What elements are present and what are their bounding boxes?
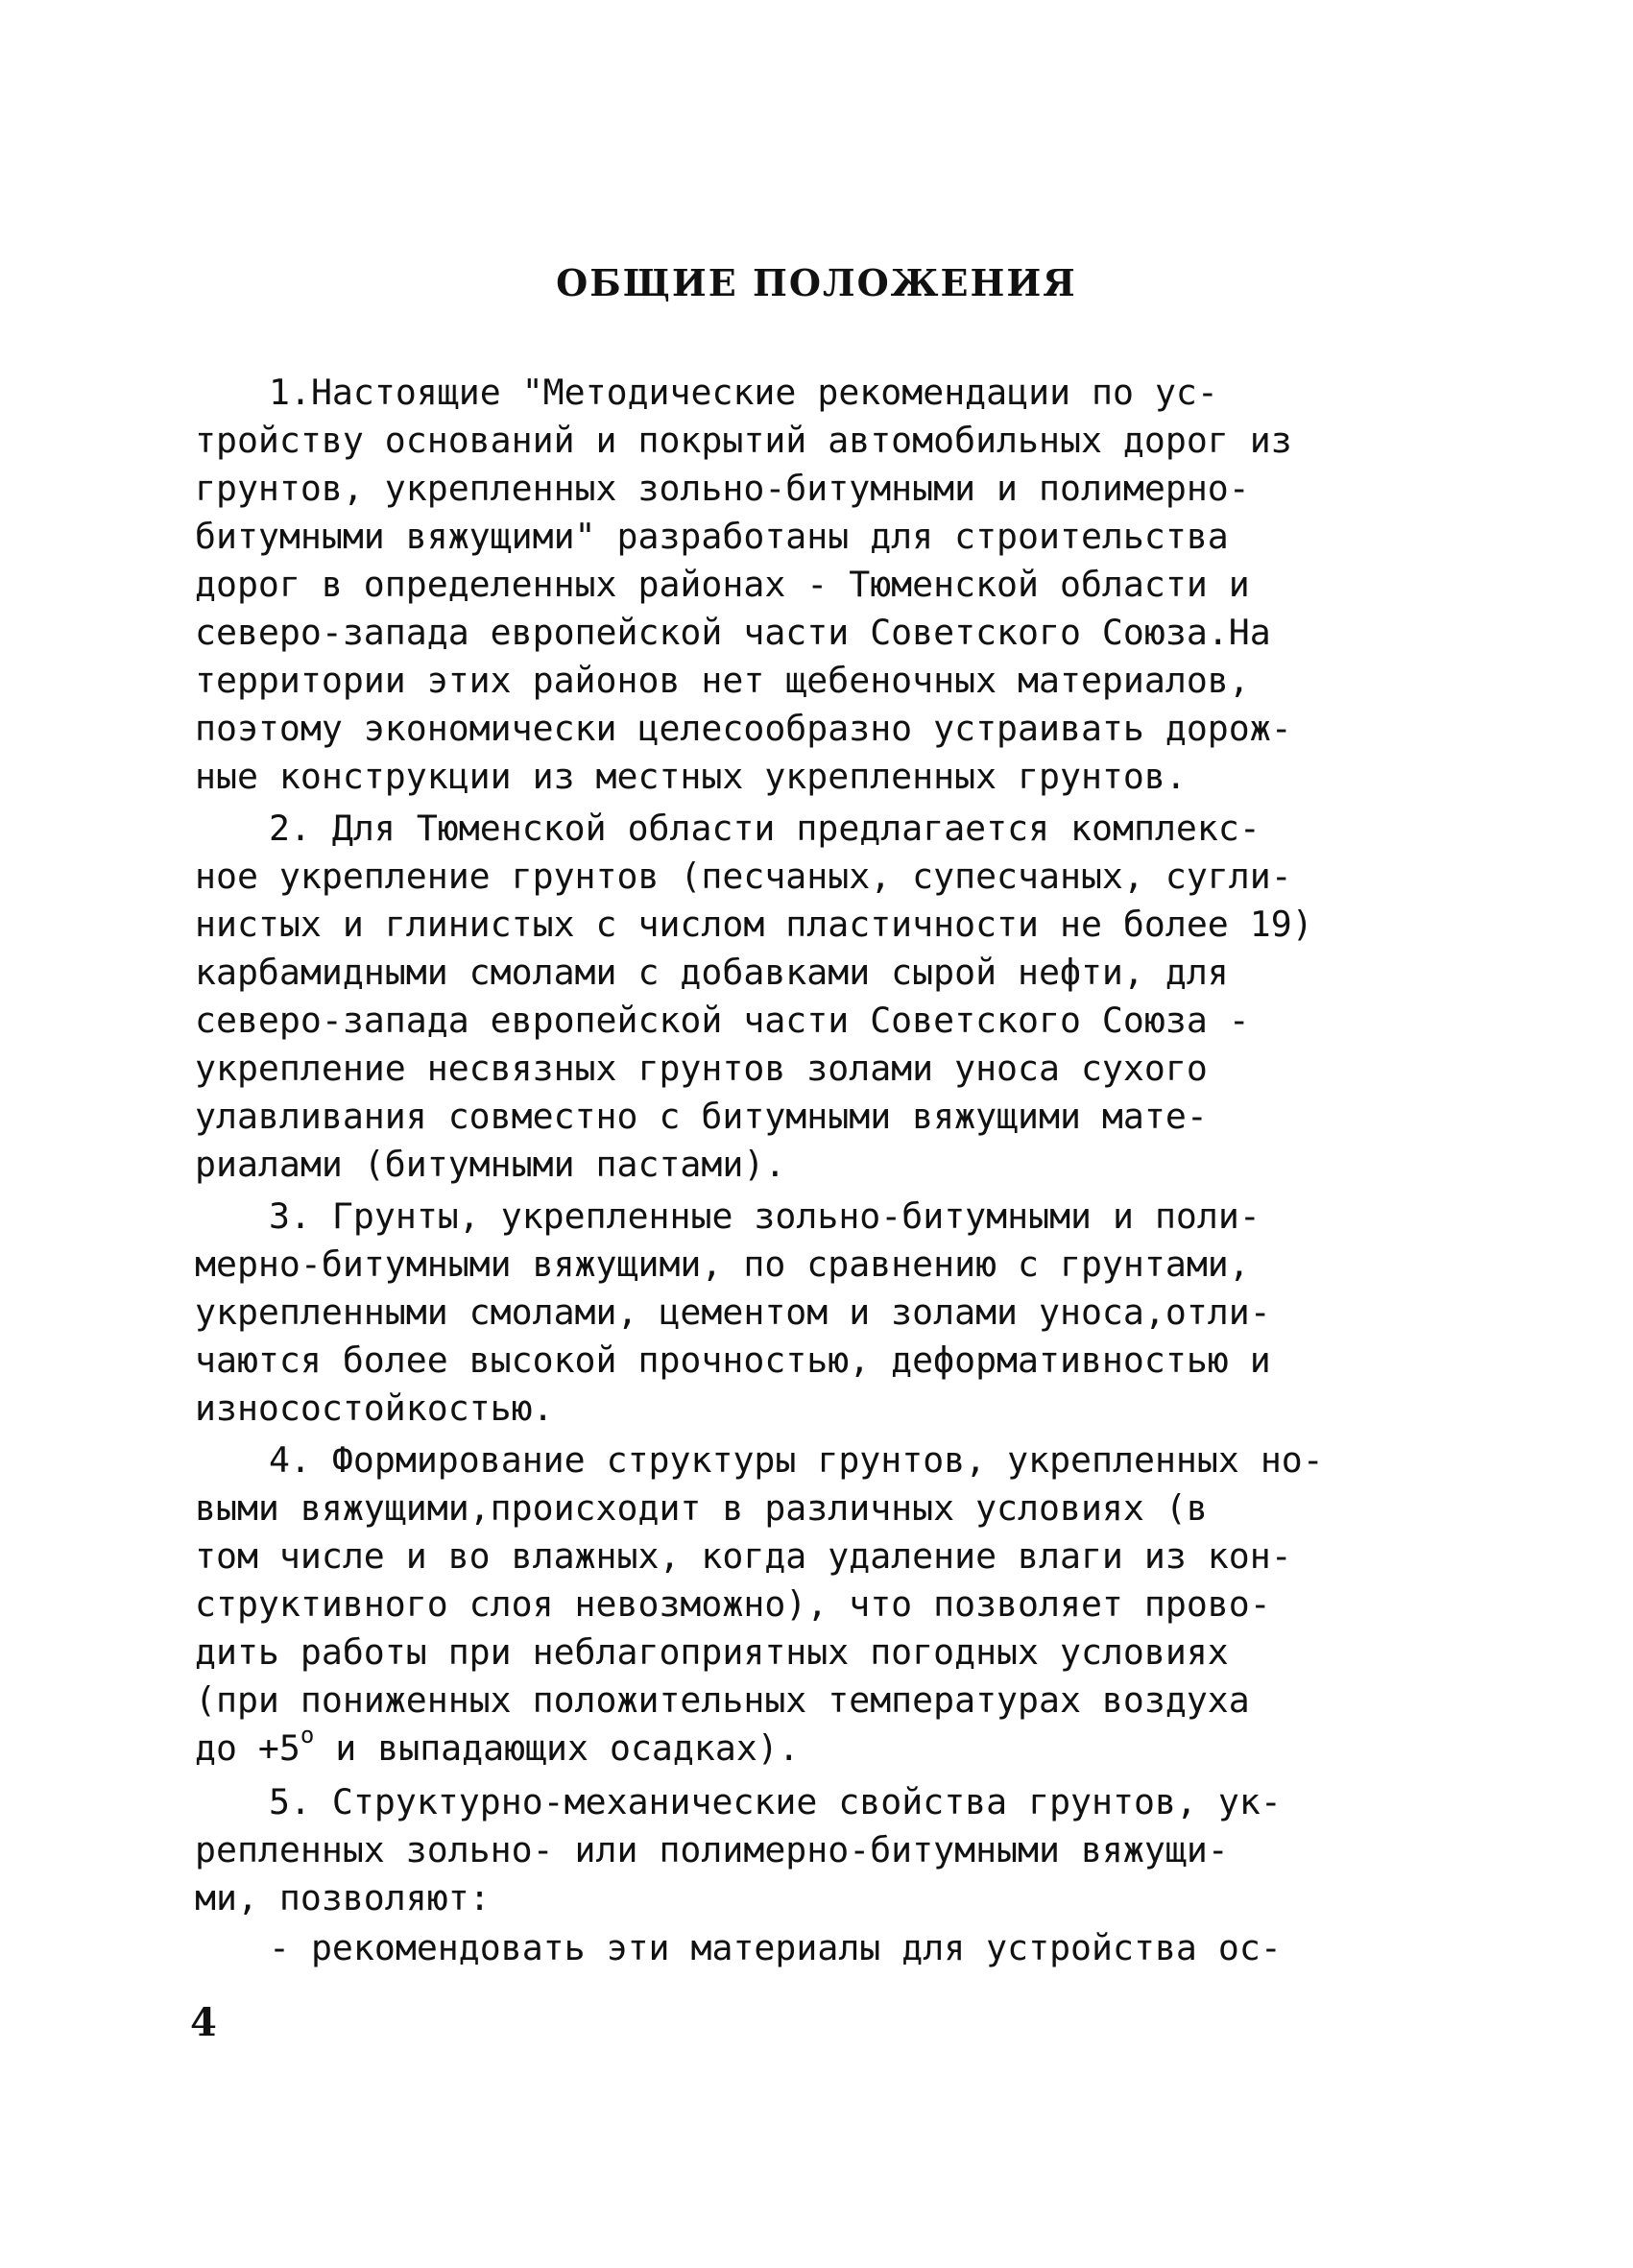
paragraph-3-line-4: чаются более высокой прочностью, деформативностью и (195, 1339, 1271, 1381)
paragraph-1-line-1: 1.Настоящие "Методические рекомендации по ус- (269, 372, 1218, 413)
paragraph-2-line-8: риалами (битумными пастами). (195, 1144, 786, 1185)
paragraph-2-line-6: укрепление несвязных грунтов золами уноса сухого (195, 1048, 1208, 1089)
paragraph-2-line-7: улавливания совместно с битумными вяжущими мате- (195, 1096, 1208, 1137)
paragraph-4-line-7-end: и выпадающих осадках). (314, 1727, 800, 1769)
paragraph-2-line-3: нистых и глинистых с числом пластичности не более 19) (195, 904, 1313, 945)
paragraph-4-line-6: (при пониженных положительных температурах воздуха (195, 1679, 1250, 1721)
paragraph-1-line-7: территории этих районов нет щебеночных материалов, (195, 660, 1250, 701)
paragraph-1-line-2: тройству оснований и покрытий автомобильных дорог из (195, 420, 1292, 461)
list-item-line-1: - рекомендовать эти материалы для устройства ос- (269, 1927, 1282, 1968)
paragraph-1-line-8: поэтому экономически целесообразно устраивать дорож- (195, 708, 1292, 749)
paragraph-3-line-2: мерно-битумными вяжущими, по сравнению с грунтами, (195, 1243, 1250, 1285)
paragraph-5-line-2: репленных зольно- или полимерно-битумными вяжущи- (195, 1829, 1229, 1870)
paragraph-5-line-1: 5. Структурно-механические свойства грунтов, ук- (269, 1781, 1282, 1822)
paragraph-4-line-4: структивного слоя невозможно), что позволяет прово- (195, 1583, 1271, 1625)
paragraph-4-line-7-start: до +5 (195, 1727, 300, 1769)
paragraph-1-line-3: грунтов, укрепленных зольно-битумными и полимерно- (195, 468, 1250, 509)
paragraph-3-line-5: износостойкостью. (195, 1387, 554, 1429)
paragraph-4-line-1: 4. Формирование структуры грунтов, укрепленных но- (269, 1439, 1324, 1481)
paragraph-1-line-9: ные конструкции из местных укрепленных грунтов. (195, 756, 1187, 797)
paragraph-1-line-4: битумными вяжущими" разработаны для строительства (195, 516, 1229, 557)
paragraph-2-line-2: ное укрепление грунтов (песчаных, супесчаных, сугли- (195, 856, 1292, 897)
paragraph-3-line-1: 3. Грунты, укрепленные зольно-битумными и поли- (269, 1195, 1261, 1237)
page-title: ОБЩИЕ ПОЛОЖЕНИЯ (556, 261, 1077, 304)
paragraph-2-line-1: 2. Для Тюменской области предлагается комплекс- (269, 808, 1261, 849)
paragraph-2-line-5: северо-запада европейской части Советского Союза - (195, 1000, 1250, 1041)
paragraph-1-line-5: дорог в определенных районах - Тюменской области и (195, 564, 1250, 605)
paragraph-3-line-3: укрепленными смолами, цементом и золами уноса,отли- (195, 1291, 1271, 1333)
paragraph-4-line-2: выми вяжущими,происходит в различных условиях (в (195, 1487, 1208, 1529)
paragraph-1-line-6: северо-запада европейской части Советского Союза.На (195, 612, 1271, 653)
page-number: 4 (190, 2000, 217, 2045)
paragraph-4-line-5: дить работы при неблагоприятных погодных условиях (195, 1631, 1229, 1673)
paragraph-2-line-4: карбамидными смолами с добавками сырой нефти, для (195, 952, 1229, 993)
paragraph-4-line-7 (195, 1722, 1433, 1773)
paragraph-5-line-3: ми, позволяют: (195, 1877, 491, 1918)
degree-superscript: о (300, 1722, 315, 1749)
paragraph-4-line-3: том числе и во влажных, когда удаление влаги из кон- (195, 1535, 1292, 1577)
